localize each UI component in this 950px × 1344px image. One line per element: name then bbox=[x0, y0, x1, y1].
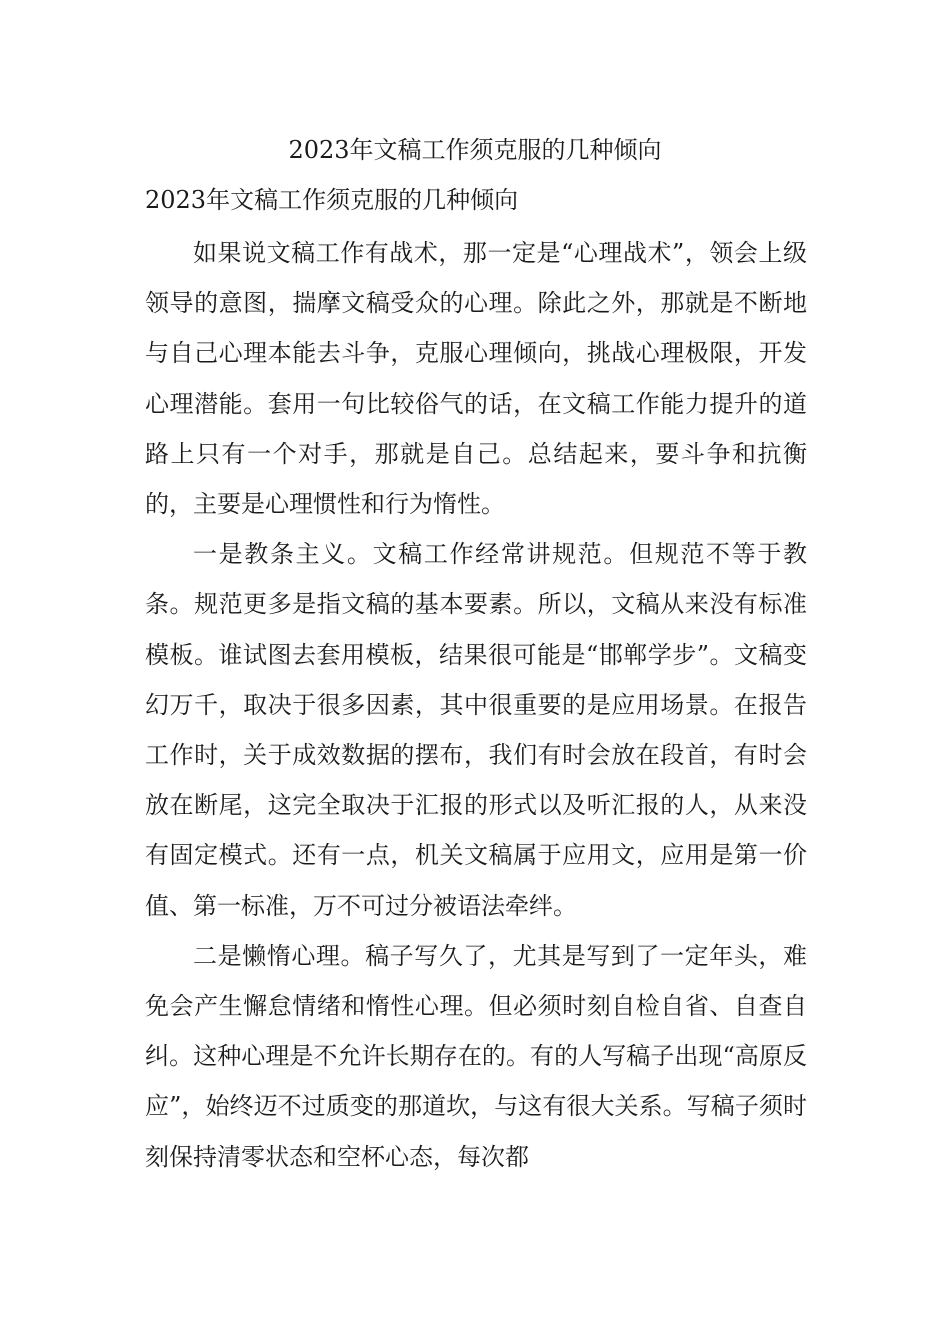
document-title: 2023年文稿工作须克服的几种倾向 bbox=[288, 136, 662, 164]
document-body bbox=[145, 228, 807, 1182]
paragraph-dogmatism: 一是教条主义。文稿工作经常讲规范。但规范不等于教条。规范更多是指文稿的基本要素。所以，文稿从来没有标准模板。谁试图去套用模板，结果很可能是“邯郸学步”。文稿变幻万千，取决于很多因素，其中很重要的是应用场景。在报告工作时，关于成效数据的摆布，我们有时会放在段首，有时会放在断尾，这完全取决于汇报的形式以及听汇报的人，从来没有固定模式。还有一点，机关文稿属于应用文，应用是第一价值、第一标准，万不可过分被语法牵绊。 bbox=[145, 540, 807, 920]
document-subtitle: 2023年文稿工作须克服的几种倾向 bbox=[145, 186, 519, 214]
paragraph-laziness: 二是懒惰心理。稿子写久了，尤其是写到了一定年头，难免会产生懈怠情绪和惰性心理。但必须时刻自检自省、自查自纠。这种心理是不允许长期存在的。有的人写稿子出现“高原反应”，始终迈不过质变的那道坎，与这有很大关系。写稿子须时刻保持清零状态和空杯心态，每次都 bbox=[145, 941, 807, 1171]
paragraph-intro: 如果说文稿工作有战术，那一定是“心理战术”，领会上级领导的意图，揣摩文稿受众的心理。除此之外，那就是不断地与自己心理本能去斗争，克服心理倾向，挑战心理极限，开发心理潜能。套用一句比较俗气的话，在文稿工作能力提升的道路上只有一个对手，那就是自己。总结起来，要斗争和抗衡的，主要是心理惯性和行为惰性。 bbox=[145, 239, 807, 519]
